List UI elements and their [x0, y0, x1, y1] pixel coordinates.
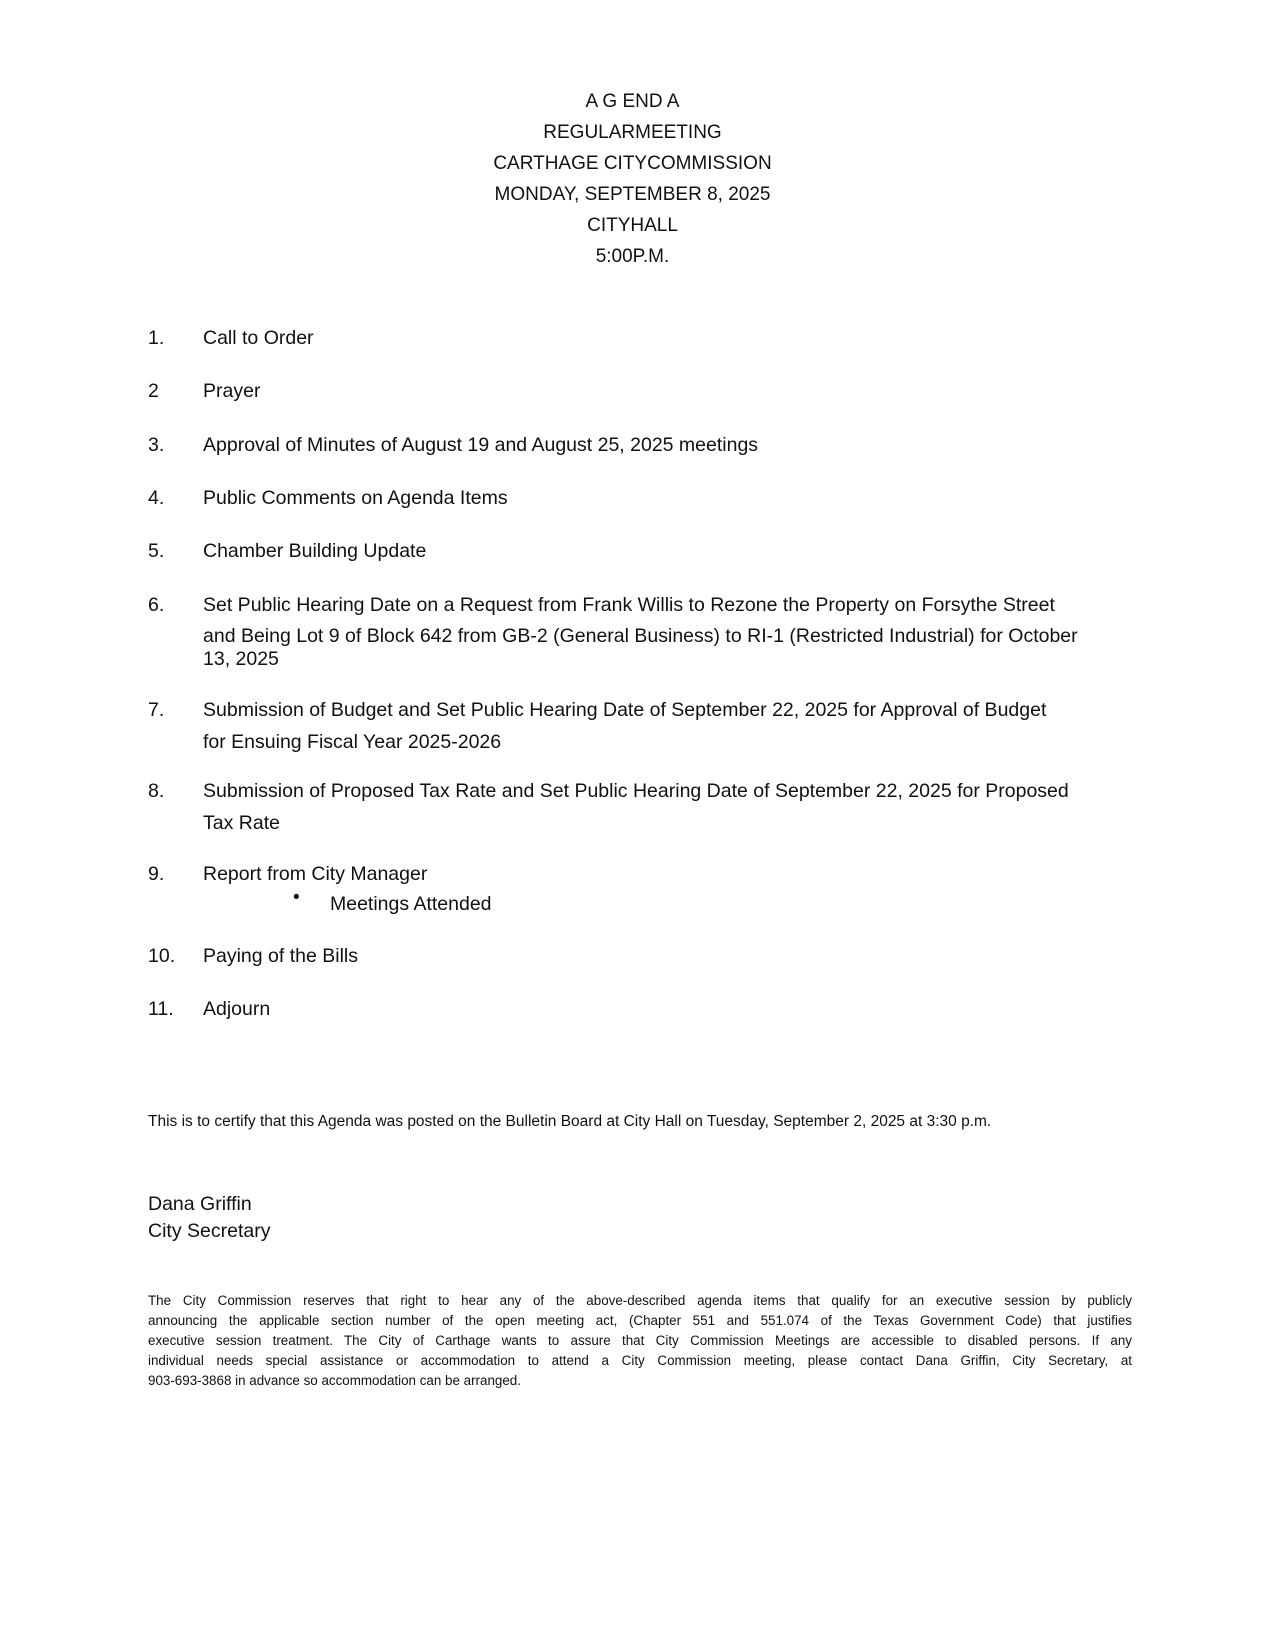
item-line: Submission of Budget and Set Public Hearing Date of September 22, 2025 for Approval of Budget: [203, 699, 1047, 721]
header-date: MONDAY, SEPTEMBER 8, 2025: [494, 184, 771, 205]
item-number: 6.: [148, 594, 165, 616]
footer-line: announcing the applicable section number of the open meeting act, (Chapter 551 and 551.074 of the Texas Government Code) that justifies: [148, 1313, 1132, 1328]
item-number: 11.: [148, 998, 174, 1020]
item-number: 8.: [148, 780, 165, 802]
footer-line: 903-693-3868 in advance so accommodation can be arranged.: [148, 1373, 521, 1388]
footer-notice: [148, 1291, 1132, 1391]
certification-statement: This is to certify that this Agenda was posted on the Bulletin Board at City Hall on Tuesday, September 2, 2025 at 3:30 p.m.: [148, 1113, 992, 1130]
item-line: 13, 2025: [203, 648, 279, 670]
item-text: [203, 434, 1203, 457]
item-number: 1.: [148, 327, 165, 349]
item-line: Approval of Minutes of August 19 and August 25, 2025 meetings: [203, 434, 759, 456]
header-title: A G END A: [585, 91, 680, 112]
header-meeting-type: REGULARMEETING: [543, 122, 722, 143]
item-line: Adjourn: [203, 998, 271, 1020]
item-line: Chamber Building Update: [203, 540, 427, 562]
item-text: [203, 594, 1203, 671]
footer-line: The City Commission reserves that right to hear any of the above-described agenda items that qualify for an executive session by publicly: [148, 1293, 1132, 1308]
item-text: [203, 487, 1203, 510]
item-text: [203, 998, 1203, 1021]
header-body: CARTHAGE CITYCOMMISSION: [493, 153, 772, 174]
item-text: [203, 380, 1203, 403]
item-line: Prayer: [203, 380, 261, 402]
signer-title: City Secretary: [148, 1220, 271, 1242]
sub-item-text: Meetings Attended: [330, 893, 492, 915]
item-text: [203, 945, 1203, 968]
item-line: Submission of Proposed Tax Rate and Set Public Hearing Date of September 22, 2025 for Proposed: [203, 780, 1069, 802]
agenda-header: [0, 86, 1265, 272]
item-number: 9.: [148, 863, 165, 885]
item-number: 5.: [148, 540, 165, 562]
header-time: 5:00P.M.: [595, 246, 670, 267]
item-number: 10.: [148, 945, 176, 967]
signature-block: [148, 1191, 270, 1245]
item-line: Call to Order: [203, 327, 314, 349]
footer-line: individual needs special assistance or accommodation to attend a City Commission meeting, please contact Dana Griffin, City Secretary, at: [148, 1353, 1132, 1368]
bullet-icon: •: [293, 887, 300, 908]
item-text: [203, 540, 1203, 563]
item-number: 2: [148, 380, 159, 402]
item-text: [203, 780, 1203, 835]
item-line: Paying of the Bills: [203, 945, 359, 967]
item-line: Public Comments on Agenda Items: [203, 487, 508, 509]
item-line: Tax Rate: [203, 812, 280, 834]
item-number: 3.: [148, 434, 165, 456]
item-text: [203, 699, 1203, 754]
item-line: Report from City Manager: [203, 863, 428, 885]
item-number: 7.: [148, 699, 165, 721]
item-line: and Being Lot 9 of Block 642 from GB-2 (General Business) to RI-1 (Restricted Industrial) for October: [203, 625, 1078, 647]
item-text: [203, 863, 1203, 915]
item-line: Set Public Hearing Date on a Request from Frank Willis to Rezone the Property on Forsythe Street: [203, 594, 1055, 616]
item-text: [203, 327, 1203, 350]
item-number: 4.: [148, 487, 165, 509]
header-location: CITYHALL: [587, 215, 678, 236]
item-line: for Ensuing Fiscal Year 2025-2026: [203, 731, 502, 753]
signer-name: Dana Griffin: [148, 1193, 252, 1215]
footer-line: executive session treatment. The City of Carthage wants to assure that City Commission Meetings are accessible to disabled persons. If any: [148, 1333, 1132, 1348]
